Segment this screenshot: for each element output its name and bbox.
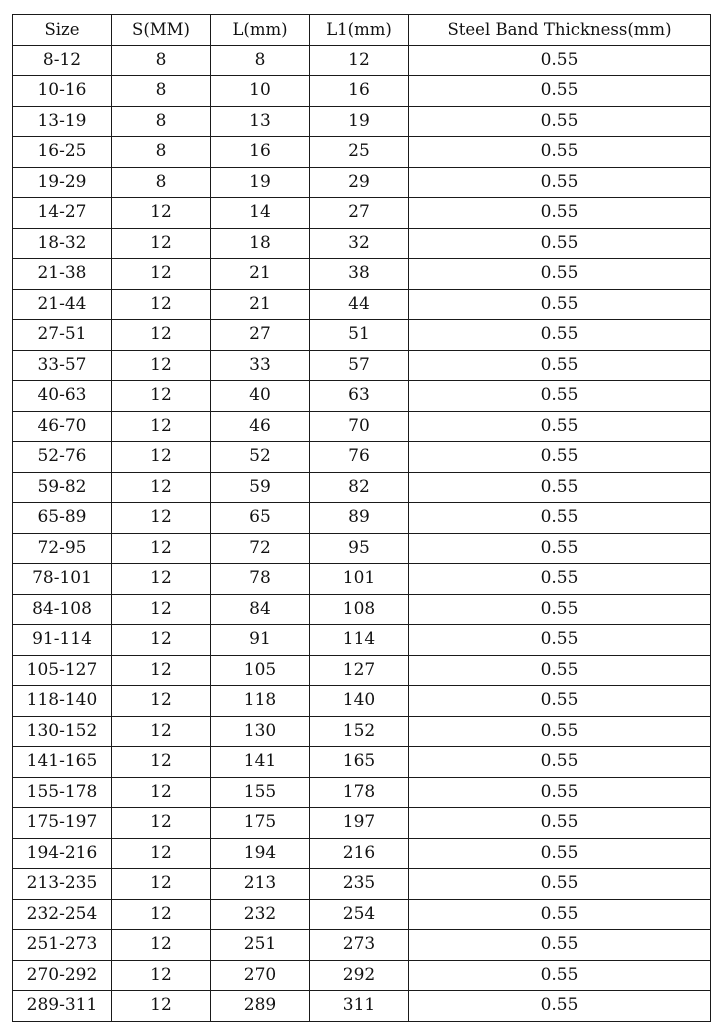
cell-l-mm: 155: [211, 777, 310, 808]
cell-l1-mm: 57: [310, 350, 409, 381]
cell-s-mm: 12: [112, 960, 211, 991]
table-row: [13, 259, 711, 290]
cell-band-thickness: 0.55: [409, 655, 711, 686]
cell-l1-mm: 197: [310, 808, 409, 839]
cell-band-thickness: 0.55: [409, 991, 711, 1022]
cell-band-thickness: 0.55: [409, 838, 711, 869]
table-row: [13, 350, 711, 381]
cell-s-mm: 12: [112, 442, 211, 473]
table-row: [13, 777, 711, 808]
table-row: [13, 533, 711, 564]
cell-l1-mm: 89: [310, 503, 409, 534]
cell-s-mm: 12: [112, 533, 211, 564]
table-row: [13, 869, 711, 900]
cell-l1-mm: 254: [310, 899, 409, 930]
cell-size: 8-12: [13, 45, 112, 76]
header-band-thickness: Steel Band Thickness(mm): [409, 15, 711, 46]
cell-size: 14-27: [13, 198, 112, 229]
cell-l-mm: 84: [211, 594, 310, 625]
cell-band-thickness: 0.55: [409, 198, 711, 229]
cell-band-thickness: 0.55: [409, 594, 711, 625]
cell-l-mm: 289: [211, 991, 310, 1022]
header-row: [13, 15, 711, 46]
cell-band-thickness: 0.55: [409, 686, 711, 717]
cell-s-mm: 12: [112, 259, 211, 290]
cell-l1-mm: 16: [310, 76, 409, 107]
cell-s-mm: 8: [112, 137, 211, 168]
cell-s-mm: 12: [112, 838, 211, 869]
cell-l-mm: 19: [211, 167, 310, 198]
cell-l1-mm: 51: [310, 320, 409, 351]
cell-band-thickness: 0.55: [409, 533, 711, 564]
spec-table-container: [12, 14, 710, 1022]
cell-l-mm: 118: [211, 686, 310, 717]
cell-l-mm: 232: [211, 899, 310, 930]
table-row: [13, 564, 711, 595]
cell-size: 232-254: [13, 899, 112, 930]
cell-band-thickness: 0.55: [409, 320, 711, 351]
table-row: [13, 991, 711, 1022]
cell-l-mm: 33: [211, 350, 310, 381]
cell-l-mm: 175: [211, 808, 310, 839]
cell-s-mm: 12: [112, 472, 211, 503]
table-row: [13, 320, 711, 351]
cell-size: 130-152: [13, 716, 112, 747]
cell-size: 118-140: [13, 686, 112, 717]
cell-band-thickness: 0.55: [409, 625, 711, 656]
cell-l1-mm: 32: [310, 228, 409, 259]
table-header: [13, 15, 711, 46]
cell-size: 40-63: [13, 381, 112, 412]
table-row: [13, 838, 711, 869]
cell-band-thickness: 0.55: [409, 777, 711, 808]
cell-size: 16-25: [13, 137, 112, 168]
cell-l1-mm: 273: [310, 930, 409, 961]
cell-s-mm: 12: [112, 381, 211, 412]
cell-l-mm: 213: [211, 869, 310, 900]
table-row: [13, 747, 711, 778]
table-row: [13, 228, 711, 259]
cell-band-thickness: 0.55: [409, 564, 711, 595]
table-row: [13, 76, 711, 107]
cell-band-thickness: 0.55: [409, 869, 711, 900]
table-row: [13, 655, 711, 686]
table-row: [13, 960, 711, 991]
table-row: [13, 503, 711, 534]
cell-size: 21-38: [13, 259, 112, 290]
cell-l-mm: 14: [211, 198, 310, 229]
cell-l-mm: 72: [211, 533, 310, 564]
cell-l-mm: 16: [211, 137, 310, 168]
cell-l1-mm: 12: [310, 45, 409, 76]
cell-s-mm: 12: [112, 686, 211, 717]
cell-band-thickness: 0.55: [409, 960, 711, 991]
cell-l1-mm: 25: [310, 137, 409, 168]
cell-band-thickness: 0.55: [409, 350, 711, 381]
cell-band-thickness: 0.55: [409, 747, 711, 778]
cell-l1-mm: 27: [310, 198, 409, 229]
cell-size: 21-44: [13, 289, 112, 320]
cell-l-mm: 10: [211, 76, 310, 107]
cell-s-mm: 12: [112, 869, 211, 900]
cell-s-mm: 12: [112, 289, 211, 320]
cell-s-mm: 12: [112, 350, 211, 381]
cell-size: 10-16: [13, 76, 112, 107]
cell-size: 78-101: [13, 564, 112, 595]
cell-s-mm: 12: [112, 655, 211, 686]
cell-l1-mm: 127: [310, 655, 409, 686]
cell-l-mm: 78: [211, 564, 310, 595]
cell-band-thickness: 0.55: [409, 808, 711, 839]
table-row: [13, 381, 711, 412]
cell-l1-mm: 44: [310, 289, 409, 320]
cell-band-thickness: 0.55: [409, 899, 711, 930]
table-row: [13, 686, 711, 717]
cell-l1-mm: 216: [310, 838, 409, 869]
cell-band-thickness: 0.55: [409, 259, 711, 290]
cell-band-thickness: 0.55: [409, 167, 711, 198]
cell-s-mm: 12: [112, 930, 211, 961]
cell-band-thickness: 0.55: [409, 106, 711, 137]
cell-size: 52-76: [13, 442, 112, 473]
cell-band-thickness: 0.55: [409, 45, 711, 76]
cell-l-mm: 59: [211, 472, 310, 503]
cell-l-mm: 18: [211, 228, 310, 259]
cell-s-mm: 8: [112, 76, 211, 107]
cell-l1-mm: 76: [310, 442, 409, 473]
table-row: [13, 808, 711, 839]
cell-size: 84-108: [13, 594, 112, 625]
cell-s-mm: 8: [112, 106, 211, 137]
cell-s-mm: 12: [112, 228, 211, 259]
cell-s-mm: 12: [112, 411, 211, 442]
cell-l1-mm: 19: [310, 106, 409, 137]
cell-band-thickness: 0.55: [409, 442, 711, 473]
table-row: [13, 167, 711, 198]
cell-size: 251-273: [13, 930, 112, 961]
table-row: [13, 716, 711, 747]
cell-l-mm: 40: [211, 381, 310, 412]
cell-l1-mm: 311: [310, 991, 409, 1022]
cell-l1-mm: 114: [310, 625, 409, 656]
cell-s-mm: 12: [112, 716, 211, 747]
cell-band-thickness: 0.55: [409, 411, 711, 442]
header-size: Size: [13, 15, 112, 46]
cell-l1-mm: 108: [310, 594, 409, 625]
cell-l-mm: 105: [211, 655, 310, 686]
cell-s-mm: 12: [112, 564, 211, 595]
cell-l-mm: 91: [211, 625, 310, 656]
cell-band-thickness: 0.55: [409, 930, 711, 961]
cell-l1-mm: 29: [310, 167, 409, 198]
cell-s-mm: 12: [112, 320, 211, 351]
spec-table: [12, 14, 711, 1022]
cell-band-thickness: 0.55: [409, 289, 711, 320]
cell-s-mm: 12: [112, 198, 211, 229]
cell-s-mm: 12: [112, 625, 211, 656]
cell-l-mm: 141: [211, 747, 310, 778]
cell-band-thickness: 0.55: [409, 228, 711, 259]
cell-l1-mm: 235: [310, 869, 409, 900]
table-row: [13, 472, 711, 503]
cell-band-thickness: 0.55: [409, 76, 711, 107]
cell-l1-mm: 178: [310, 777, 409, 808]
cell-size: 155-178: [13, 777, 112, 808]
cell-l-mm: 270: [211, 960, 310, 991]
cell-l1-mm: 152: [310, 716, 409, 747]
cell-band-thickness: 0.55: [409, 381, 711, 412]
cell-s-mm: 12: [112, 594, 211, 625]
table-row: [13, 198, 711, 229]
cell-l-mm: 251: [211, 930, 310, 961]
cell-s-mm: 12: [112, 503, 211, 534]
table-body: [13, 45, 711, 1021]
cell-s-mm: 12: [112, 747, 211, 778]
cell-l-mm: 27: [211, 320, 310, 351]
cell-size: 65-89: [13, 503, 112, 534]
cell-l-mm: 13: [211, 106, 310, 137]
cell-l1-mm: 95: [310, 533, 409, 564]
table-row: [13, 899, 711, 930]
cell-size: 33-57: [13, 350, 112, 381]
cell-l-mm: 65: [211, 503, 310, 534]
cell-l1-mm: 101: [310, 564, 409, 595]
table-row: [13, 289, 711, 320]
cell-l-mm: 46: [211, 411, 310, 442]
cell-l1-mm: 38: [310, 259, 409, 290]
table-row: [13, 442, 711, 473]
cell-band-thickness: 0.55: [409, 137, 711, 168]
cell-s-mm: 12: [112, 777, 211, 808]
cell-size: 13-19: [13, 106, 112, 137]
header-l-mm: L(mm): [211, 15, 310, 46]
cell-l-mm: 21: [211, 259, 310, 290]
cell-l-mm: 21: [211, 289, 310, 320]
cell-l-mm: 8: [211, 45, 310, 76]
cell-l1-mm: 63: [310, 381, 409, 412]
cell-l1-mm: 165: [310, 747, 409, 778]
cell-size: 194-216: [13, 838, 112, 869]
cell-s-mm: 12: [112, 899, 211, 930]
cell-size: 27-51: [13, 320, 112, 351]
cell-band-thickness: 0.55: [409, 472, 711, 503]
table-row: [13, 411, 711, 442]
cell-size: 141-165: [13, 747, 112, 778]
cell-size: 175-197: [13, 808, 112, 839]
cell-band-thickness: 0.55: [409, 503, 711, 534]
cell-size: 289-311: [13, 991, 112, 1022]
cell-l1-mm: 292: [310, 960, 409, 991]
cell-size: 72-95: [13, 533, 112, 564]
cell-l1-mm: 70: [310, 411, 409, 442]
table-row: [13, 594, 711, 625]
cell-size: 19-29: [13, 167, 112, 198]
cell-l1-mm: 140: [310, 686, 409, 717]
cell-size: 105-127: [13, 655, 112, 686]
table-row: [13, 930, 711, 961]
cell-s-mm: 12: [112, 808, 211, 839]
table-row: [13, 625, 711, 656]
cell-size: 46-70: [13, 411, 112, 442]
cell-l-mm: 194: [211, 838, 310, 869]
table-row: [13, 106, 711, 137]
cell-size: 91-114: [13, 625, 112, 656]
cell-l1-mm: 82: [310, 472, 409, 503]
cell-s-mm: 12: [112, 991, 211, 1022]
cell-band-thickness: 0.55: [409, 716, 711, 747]
table-row: [13, 137, 711, 168]
cell-size: 270-292: [13, 960, 112, 991]
header-s-mm: S(MM): [112, 15, 211, 46]
cell-size: 59-82: [13, 472, 112, 503]
table-row: [13, 45, 711, 76]
cell-size: 213-235: [13, 869, 112, 900]
header-l1-mm: L1(mm): [310, 15, 409, 46]
cell-size: 18-32: [13, 228, 112, 259]
cell-l-mm: 52: [211, 442, 310, 473]
cell-l-mm: 130: [211, 716, 310, 747]
cell-s-mm: 8: [112, 45, 211, 76]
cell-s-mm: 8: [112, 167, 211, 198]
